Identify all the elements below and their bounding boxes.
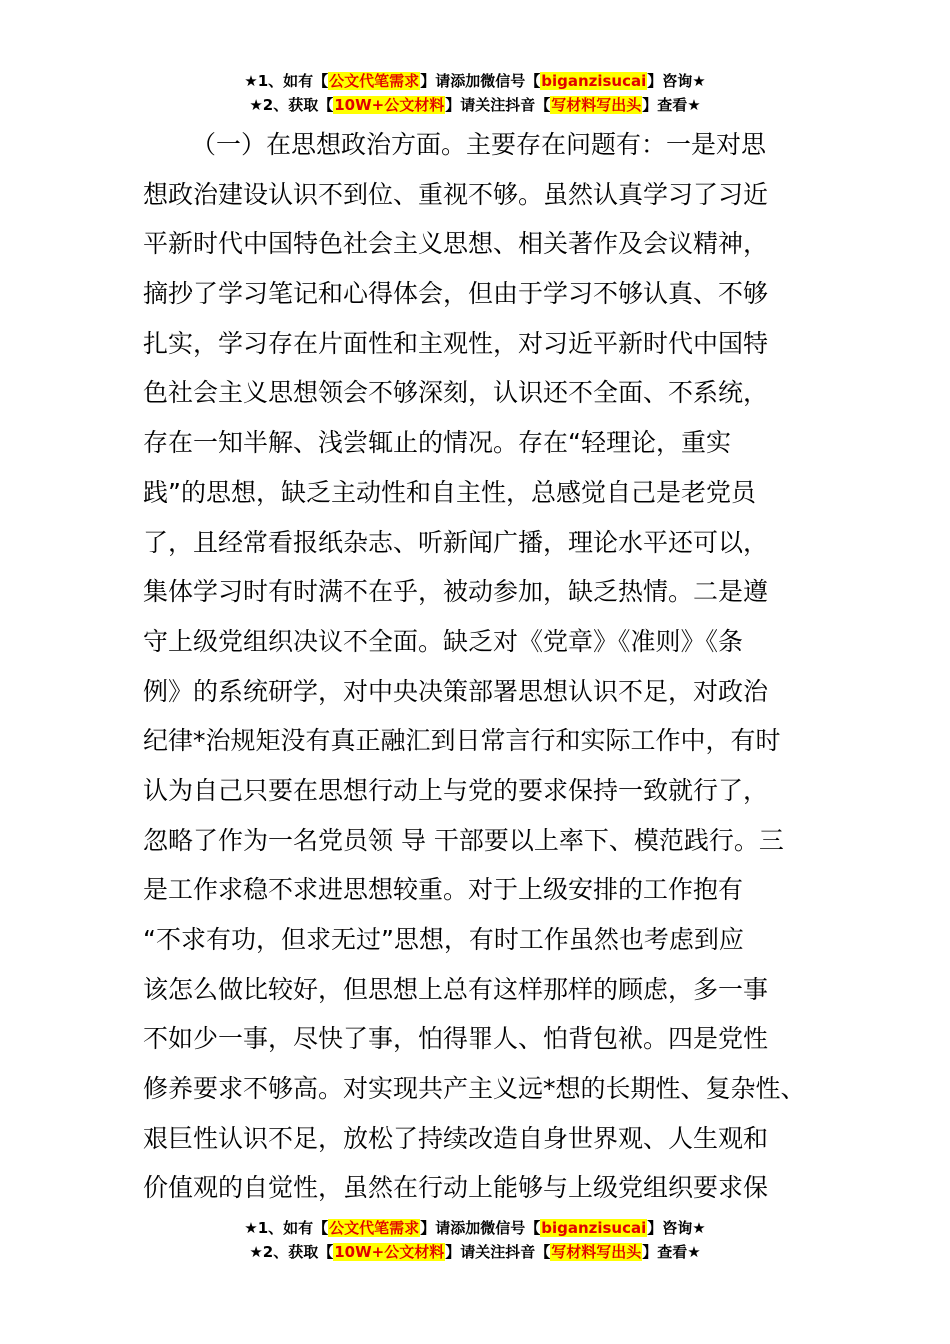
text-line: 价值观的自觉性，虽然在行动上能够与上级党组织要求保: [143, 1173, 769, 1203]
text-line: 修养要求不够高。对实现共产主义远*想的长期性、复杂性、: [143, 1074, 806, 1104]
text-line: 集体学习时有时满不在乎，被动参加，缺乏热情。二是遵: [143, 577, 769, 607]
highlight-wechat-id: biganzisucai: [541, 1219, 647, 1237]
highlight-service: 公文代笔需求: [329, 1219, 420, 1237]
highlight-materials: 10W+公文材料: [334, 96, 445, 114]
text-line: 存在一知半解、浅尝辄止的情况。存在“轻理论，重实: [143, 428, 731, 458]
banner-line-1: ★1、如有【公文代笔需求】请添加微信号【biganzisucai】咨询★: [244, 1219, 706, 1237]
footer-banner: [0, 1216, 950, 1264]
text-line: 是工作求稳不求进思想较重。对于上级安排的工作抱有: [143, 875, 744, 905]
text-line: 认为自己只要在思想行动上与党的要求保持一致就行了，: [143, 775, 769, 805]
text-line: 扎实，学习存在片面性和主观性，对习近平新时代中国特: [143, 328, 769, 358]
document-body: [143, 120, 823, 1213]
banner-line-2: ★2、获取【10W+公文材料】请关注抖音【写材料写出头】查看★: [249, 1243, 701, 1261]
text-line: 平新时代中国特色社会主义思想、相关著作及会议精神，: [143, 229, 769, 259]
text-line: 不如少一事，尽快了事，怕得罪人、怕背包袱。四是党性: [143, 1024, 769, 1054]
highlight-service: 公文代笔需求: [329, 72, 420, 90]
highlight-materials: 10W+公文材料: [334, 1243, 445, 1261]
text-line: 纪律*治规矩没有真正融汇到日常言行和实际工作中，有时: [143, 726, 781, 756]
text-line: 该怎么做比较好，但思想上总有这样那样的顾虑，多一事: [143, 974, 769, 1004]
text-line: “不求有功，但求无过”思想，有时工作虽然也考虑到应: [143, 925, 744, 954]
text-line: 例》的系统研学，对中央决策部署思想认识不足，对政治: [143, 676, 769, 706]
highlight-douyin: 写材料写出头: [551, 1243, 642, 1261]
banner-line-1: ★1、如有【公文代笔需求】请添加微信号【biganzisucai】咨询★: [244, 72, 706, 90]
highlight-douyin: 写材料写出头: [551, 96, 642, 114]
text-line: 践”的思想，缺乏主动性和自主性，总感觉自己是老党员: [143, 477, 756, 507]
text-line: 守上级党组织决议不全面。缺乏对《党章》《准则》《条: [143, 626, 744, 656]
text-line: 忽略了作为一名党员领 导 干部要以上率下、模范践行。三: [143, 825, 784, 855]
text-line: 想政治建设认识不到位、重视不够。虽然认真学习了习近: [143, 179, 769, 209]
text-line: 摘抄了学习笔记和心得体会，但由于学习不够认真、不够: [143, 279, 769, 309]
text-line: 艰巨性认识不足，放松了持续改造自身世界观、人生观和: [143, 1123, 769, 1153]
banner-line-2: ★2、获取【10W+公文材料】请关注抖音【写材料写出头】查看★: [249, 96, 701, 114]
highlight-wechat-id: biganzisucai: [541, 72, 647, 90]
text-line: 色社会主义思想领会不够深刻，认识还不全面、不系统，: [143, 378, 769, 408]
header-banner: [0, 69, 950, 117]
text-line: 了，且经常看报纸杂志、听新闻广播，理论水平还可以，: [143, 527, 769, 557]
text-line: （一）在思想政治方面。主要存在问题有：一是对思: [191, 130, 767, 159]
